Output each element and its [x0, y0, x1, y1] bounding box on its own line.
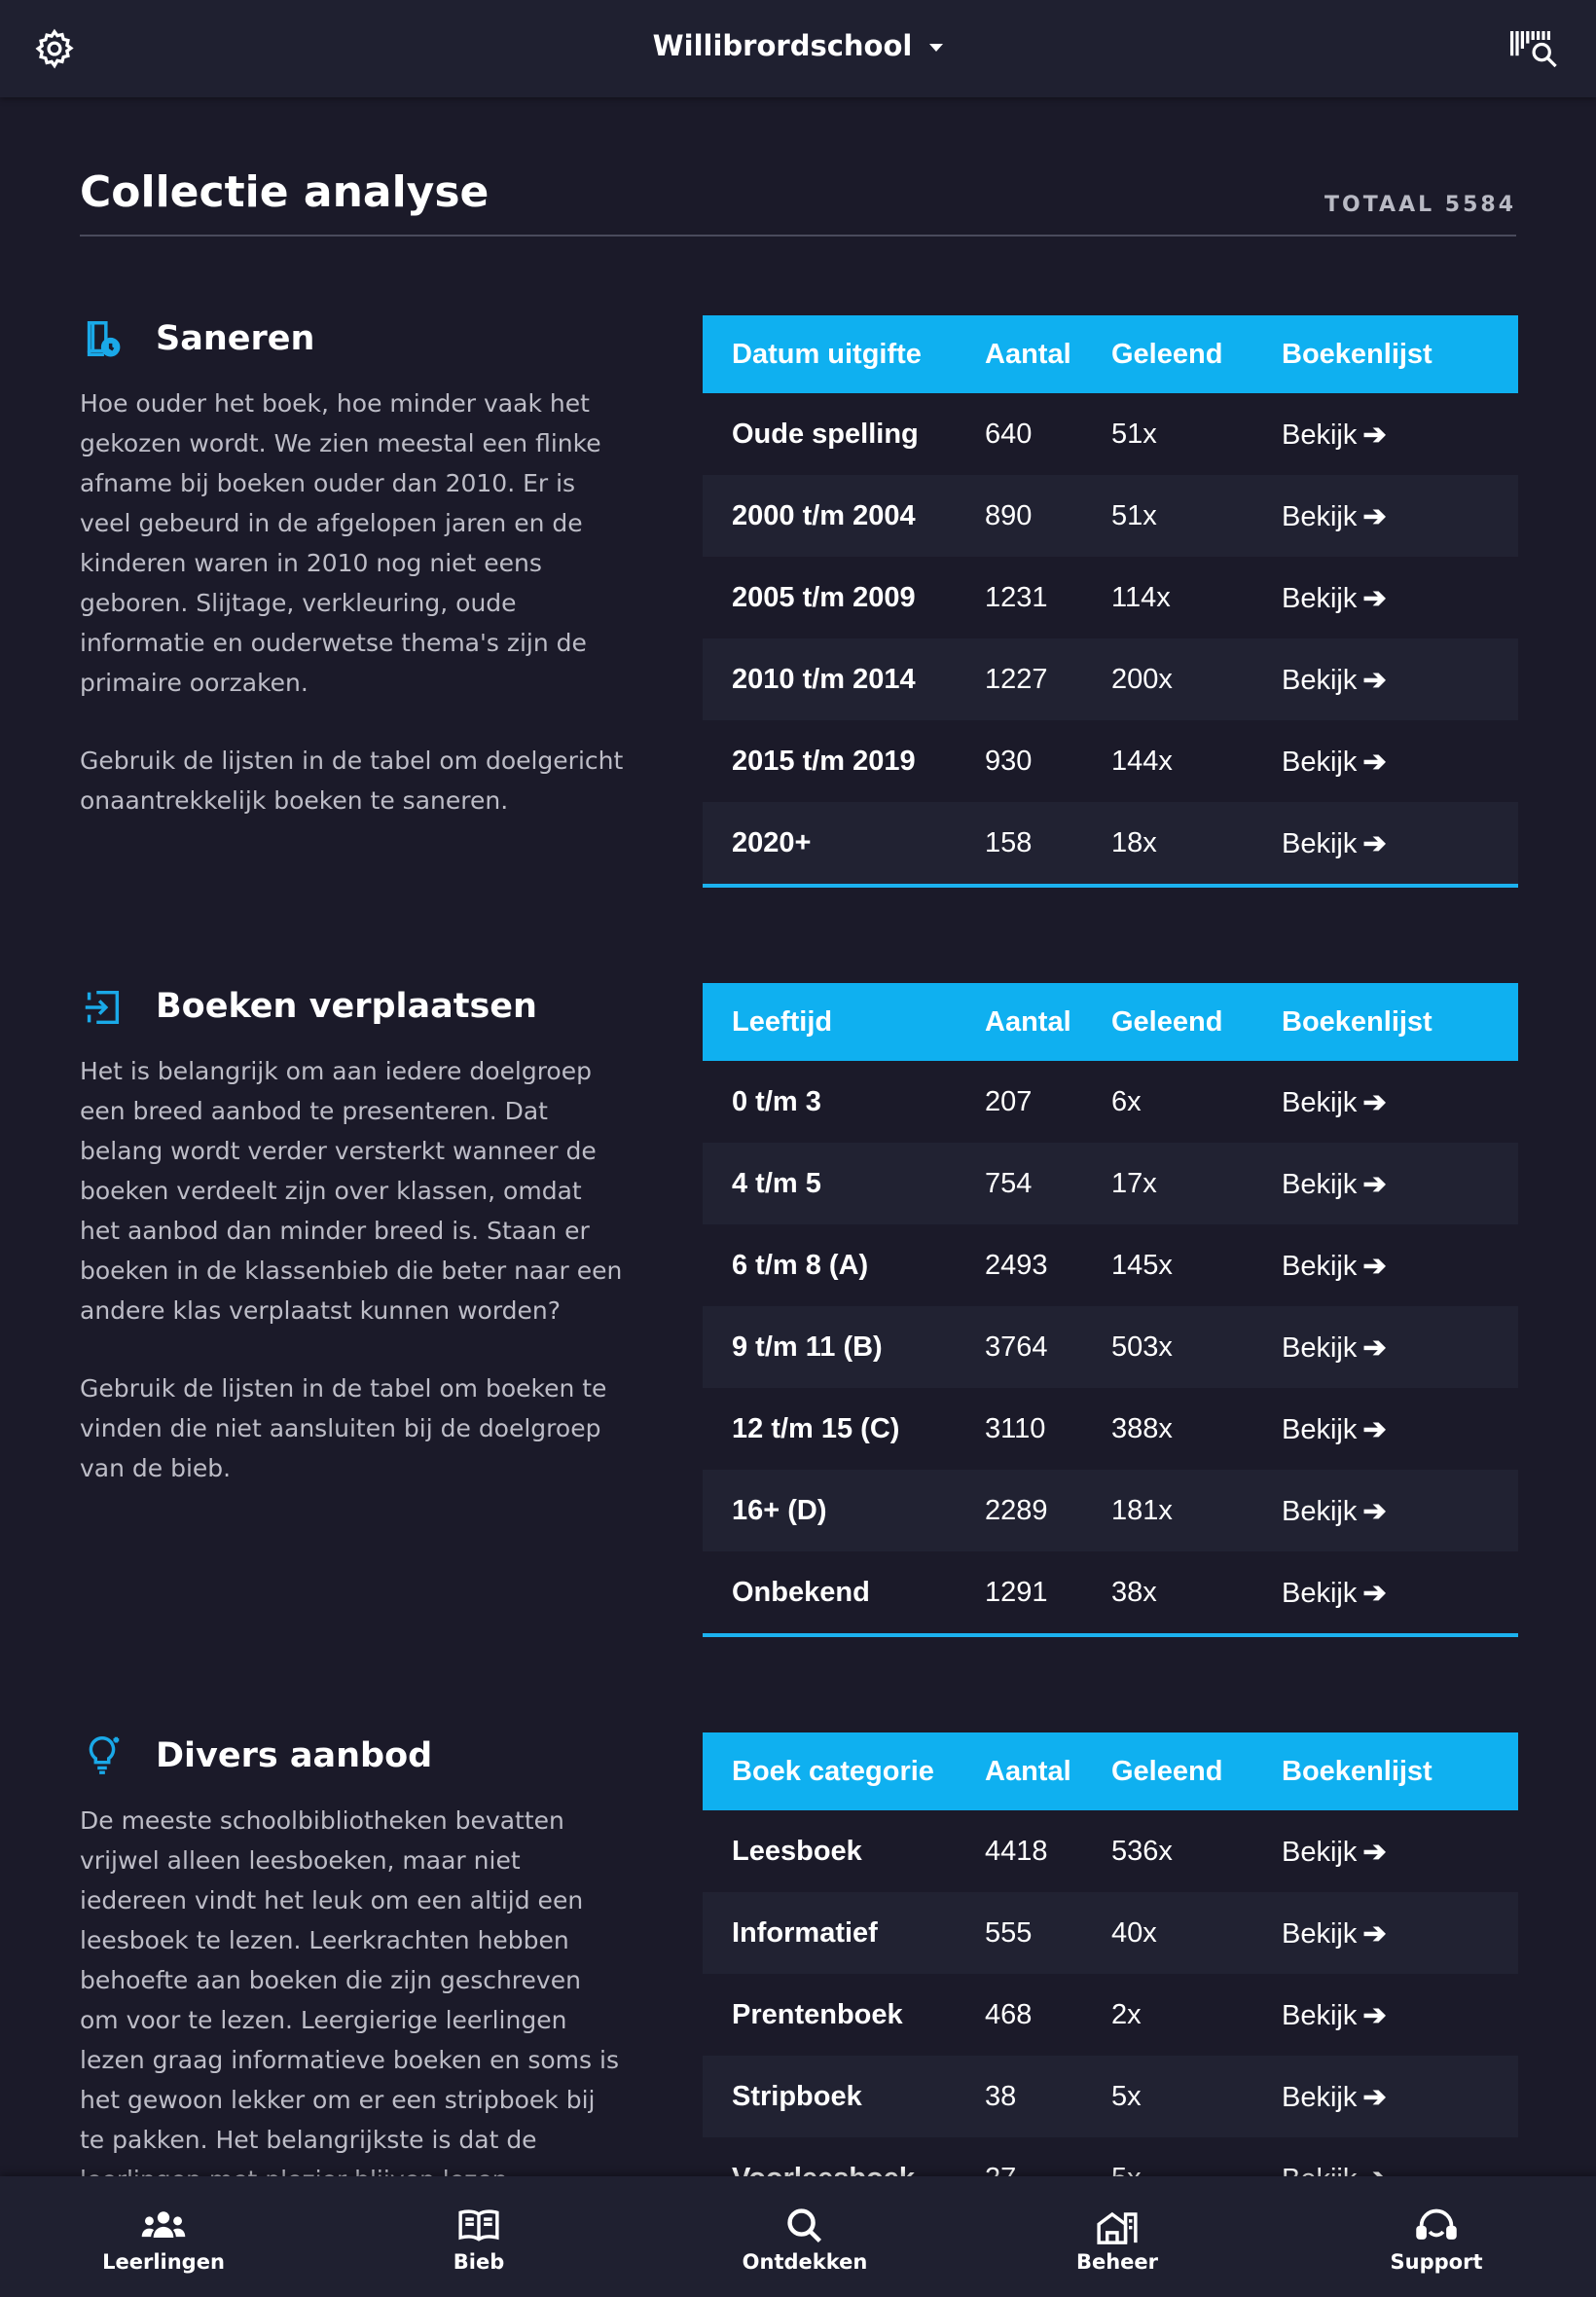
row-aantal: 930 [985, 720, 1111, 802]
column-header: Geleend [1111, 315, 1282, 393]
bekijk-link[interactable]: Bekijk ➔ [1282, 419, 1387, 451]
section-text-divers-aanbod [80, 1801, 625, 2176]
nav-label: Beheer [1075, 2250, 1159, 2274]
row-geleend: 145x [1111, 1224, 1282, 1306]
row-aantal: 1227 [985, 638, 1111, 720]
arrow-right-icon: ➔ [1362, 1836, 1387, 1868]
column-header: Aantal [985, 315, 1111, 393]
row-aantal: 158 [985, 802, 1111, 886]
row-aantal: 640 [985, 393, 1111, 475]
barcode-search-icon[interactable] [1508, 27, 1561, 70]
nav-label: Leerlingen [102, 2250, 225, 2274]
bekijk-link[interactable]: Bekijk ➔ [1282, 1917, 1387, 1950]
table-leeftijd [703, 983, 1518, 1637]
row-geleend: 51x [1111, 475, 1282, 557]
headset-icon [1413, 2206, 1460, 2246]
bottom-nav [0, 2176, 1596, 2297]
row-label: 6 t/m 8 (A) [703, 1224, 985, 1306]
section-title-saneren: Saneren [156, 319, 315, 358]
row-label: 4 t/m 5 [703, 1143, 985, 1224]
bekijk-link[interactable]: Bekijk ➔ [1282, 2081, 1387, 2113]
table-row [703, 1388, 1518, 1470]
row-label: 16+ (D) [703, 1470, 985, 1551]
table-header [703, 315, 1518, 393]
row-geleend: 2x [1111, 1974, 1282, 2056]
section-text-saneren [80, 383, 625, 858]
arrow-right-icon: ➔ [1362, 1495, 1387, 1527]
move-in-icon [80, 985, 125, 1030]
arrow-right-icon: ➔ [1362, 582, 1387, 614]
row-geleend: 181x [1111, 1470, 1282, 1551]
paragraph: De meeste schoolbibliotheken bevatten vrijwel alleen leesboeken, maar niet iedereen vindt het leuk om een altijd een leesboek te lezen. Leerkrachten hebben behoefte aan boeken die zijn geschreven om voor te lezen. Leergierige leerlingen lezen graag informatieve boeken en soms is het gewoon lekker om er een stripboek bij te pakken. Het belangrijkste is dat de [80, 1806, 619, 2154]
column-header: Boekenlijst [1282, 983, 1518, 1061]
arrow-right-icon: ➔ [1362, 1250, 1387, 1282]
search-icon [781, 2206, 828, 2246]
row-aantal: 1291 [985, 1551, 1111, 1635]
table-boek-categorie [703, 1732, 1518, 2223]
row-geleend: 503x [1111, 1306, 1282, 1388]
bekijk-link[interactable]: Bekijk ➔ [1282, 1836, 1387, 1868]
column-header: Boekenlijst [1282, 315, 1518, 393]
section-text-boeken-verplaatsen [80, 1051, 625, 1526]
row-label: Prentenboek [703, 1974, 985, 2056]
nav-support[interactable] [1339, 2176, 1534, 2297]
bekijk-link[interactable]: Bekijk ➔ [1282, 746, 1387, 778]
row-label: 2005 t/m 2009 [703, 557, 985, 638]
row-aantal: 3764 [985, 1306, 1111, 1388]
row-label: Oude spelling [703, 393, 985, 475]
row-aantal: 468 [985, 1974, 1111, 2056]
table-row [703, 1551, 1518, 1635]
table-row [703, 393, 1518, 475]
row-aantal: 38 [985, 2056, 1111, 2137]
row-geleend: 18x [1111, 802, 1282, 886]
row-label: Leesboek [703, 1810, 985, 1892]
arrow-right-icon: ➔ [1362, 1999, 1387, 2031]
arrow-right-icon: ➔ [1362, 2081, 1387, 2113]
table-row [703, 2056, 1518, 2137]
table-row [703, 1470, 1518, 1551]
nav-label: Support [1390, 2250, 1483, 2274]
row-label: 2000 t/m 2004 [703, 475, 985, 557]
lightbulb-icon [80, 1732, 125, 1777]
bekijk-link[interactable]: Bekijk ➔ [1282, 1495, 1387, 1527]
column-header: Boek categorie [703, 1732, 985, 1810]
table-header [703, 1732, 1518, 1810]
row-aantal: 1231 [985, 557, 1111, 638]
column-header: Aantal [985, 1732, 1111, 1810]
bekijk-link[interactable]: Bekijk ➔ [1282, 1250, 1387, 1282]
nav-leerlingen[interactable] [66, 2176, 261, 2297]
nav-ontdekken[interactable] [707, 2176, 902, 2297]
row-geleend: 6x [1111, 1061, 1282, 1143]
table-row [703, 1061, 1518, 1143]
table-row [703, 557, 1518, 638]
school-name: Willibrordschool [652, 29, 913, 62]
top-bar [0, 0, 1596, 97]
bekijk-link[interactable]: Bekijk ➔ [1282, 582, 1387, 614]
column-header: Leeftijd [703, 983, 985, 1061]
column-header: Datum uitgifte [703, 315, 985, 393]
book-clock-icon [80, 317, 125, 362]
book-icon [455, 2206, 502, 2246]
arrow-right-icon: ➔ [1362, 1577, 1387, 1609]
table-row [703, 1224, 1518, 1306]
bekijk-link[interactable]: Bekijk ➔ [1282, 1999, 1387, 2031]
row-label: 2015 t/m 2019 [703, 720, 985, 802]
row-aantal: 555 [985, 1892, 1111, 1974]
row-geleend: 114x [1111, 557, 1282, 638]
row-label: 0 t/m 3 [703, 1061, 985, 1143]
bekijk-link[interactable]: Bekijk ➔ [1282, 1413, 1387, 1445]
table-row [703, 802, 1518, 886]
arrow-right-icon: ➔ [1362, 1168, 1387, 1200]
arrow-right-icon: ➔ [1362, 827, 1387, 859]
table-row [703, 1892, 1518, 1974]
row-geleend: 17x [1111, 1143, 1282, 1224]
bekijk-link[interactable]: Bekijk ➔ [1282, 1168, 1387, 1200]
column-header: Geleend [1111, 983, 1282, 1061]
arrow-right-icon: ➔ [1362, 1917, 1387, 1950]
arrow-right-icon: ➔ [1362, 1331, 1387, 1364]
nav-label: Ontdekken [742, 2250, 868, 2274]
row-label: 2010 t/m 2014 [703, 638, 985, 720]
page-title: Collectie analyse [80, 167, 490, 217]
section-title-divers-aanbod: Divers aanbod [156, 1736, 433, 1775]
arrow-right-icon: ➔ [1362, 419, 1387, 451]
row-label: Informatief [703, 1892, 985, 1974]
school-selector[interactable] [0, 29, 1596, 62]
nav-beheer[interactable] [1020, 2176, 1215, 2297]
table-row [703, 720, 1518, 802]
column-header: Boekenlijst [1282, 1732, 1518, 1810]
row-aantal: 2493 [985, 1224, 1111, 1306]
table-row [703, 1974, 1518, 2056]
table-row [703, 1810, 1518, 1892]
row-aantal: 4418 [985, 1810, 1111, 1892]
nav-label: Bieb [453, 2250, 505, 2274]
arrow-right-icon: ➔ [1362, 500, 1387, 532]
bekijk-link[interactable]: Bekijk ➔ [1282, 1577, 1387, 1609]
row-aantal: 890 [985, 475, 1111, 557]
row-aantal: 2289 [985, 1470, 1111, 1551]
caret-down-icon [929, 44, 943, 52]
row-geleend: 388x [1111, 1388, 1282, 1470]
row-geleend: 40x [1111, 1892, 1282, 1974]
title-divider [80, 235, 1516, 237]
table-row [703, 475, 1518, 557]
row-geleend: 5x [1111, 2056, 1282, 2137]
building-icon [1094, 2206, 1141, 2246]
total-count: TOTAAL 5584 [1324, 193, 1516, 217]
row-geleend: 38x [1111, 1551, 1282, 1635]
paragraph: Hoe ouder het boek, hoe minder vaak het gekozen wordt. We zien meestal een flinke afname bij boeken ouder dan 2010. Er is veel gebeurd in de afgelopen jaren en de kinderen waren in 2010 nog niet eens geboren. Slijtage, verkleuring, oude informatie en ouderwetse thema's zijn de primaire oorzaken. [80, 389, 601, 697]
column-header: Geleend [1111, 1732, 1282, 1810]
row-aantal: 3110 [985, 1388, 1111, 1470]
arrow-right-icon: ➔ [1362, 1086, 1387, 1118]
arrow-right-icon: ➔ [1362, 746, 1387, 778]
section-title-boeken-verplaatsen: Boeken verplaatsen [156, 987, 537, 1026]
table-header [703, 983, 1518, 1061]
column-header: Aantal [985, 983, 1111, 1061]
row-label: 12 t/m 15 (C) [703, 1388, 985, 1470]
row-geleend: 200x [1111, 638, 1282, 720]
table-datum-uitgifte [703, 315, 1518, 888]
row-label: Onbekend [703, 1551, 985, 1635]
row-geleend: 51x [1111, 393, 1282, 475]
arrow-right-icon: ➔ [1362, 664, 1387, 696]
users-icon [140, 2206, 187, 2246]
nav-bieb[interactable] [381, 2176, 576, 2297]
row-label: Stripboek [703, 2056, 985, 2137]
paragraph: Gebruik de lijsten in de tabel om boeken te vinden die niet aansluiten bij de doelgroep van de bieb. [80, 1374, 607, 1482]
bekijk-link[interactable]: Bekijk ➔ [1282, 1331, 1387, 1364]
bekijk-link[interactable]: Bekijk ➔ [1282, 664, 1387, 696]
bekijk-link[interactable]: Bekijk ➔ [1282, 827, 1387, 859]
row-label: 9 t/m 11 (B) [703, 1306, 985, 1388]
bekijk-link[interactable]: Bekijk ➔ [1282, 500, 1387, 532]
table-row [703, 1306, 1518, 1388]
row-aantal: 754 [985, 1143, 1111, 1224]
row-label: 2020+ [703, 802, 985, 886]
table-row [703, 1143, 1518, 1224]
row-geleend: 144x [1111, 720, 1282, 802]
table-row [703, 638, 1518, 720]
row-aantal: 207 [985, 1061, 1111, 1143]
paragraph: Het is belangrijk om aan iedere doelgroep een breed aanbod te presenteren. Dat belang wordt verder versterkt wanneer de boeken verdeelt zijn over klassen, omdat het aanbod dan minder breed is. Staan er boeken in de klassenbieb die beter naar een andere klas verplaatst kunnen worden? [80, 1057, 623, 1325]
bekijk-link[interactable]: Bekijk ➔ [1282, 1086, 1387, 1118]
arrow-right-icon: ➔ [1362, 1413, 1387, 1445]
paragraph: Gebruik de lijsten in de tabel om doelgericht onaantrekkelijk boeken te saneren. [80, 747, 624, 815]
row-geleend: 536x [1111, 1810, 1282, 1892]
